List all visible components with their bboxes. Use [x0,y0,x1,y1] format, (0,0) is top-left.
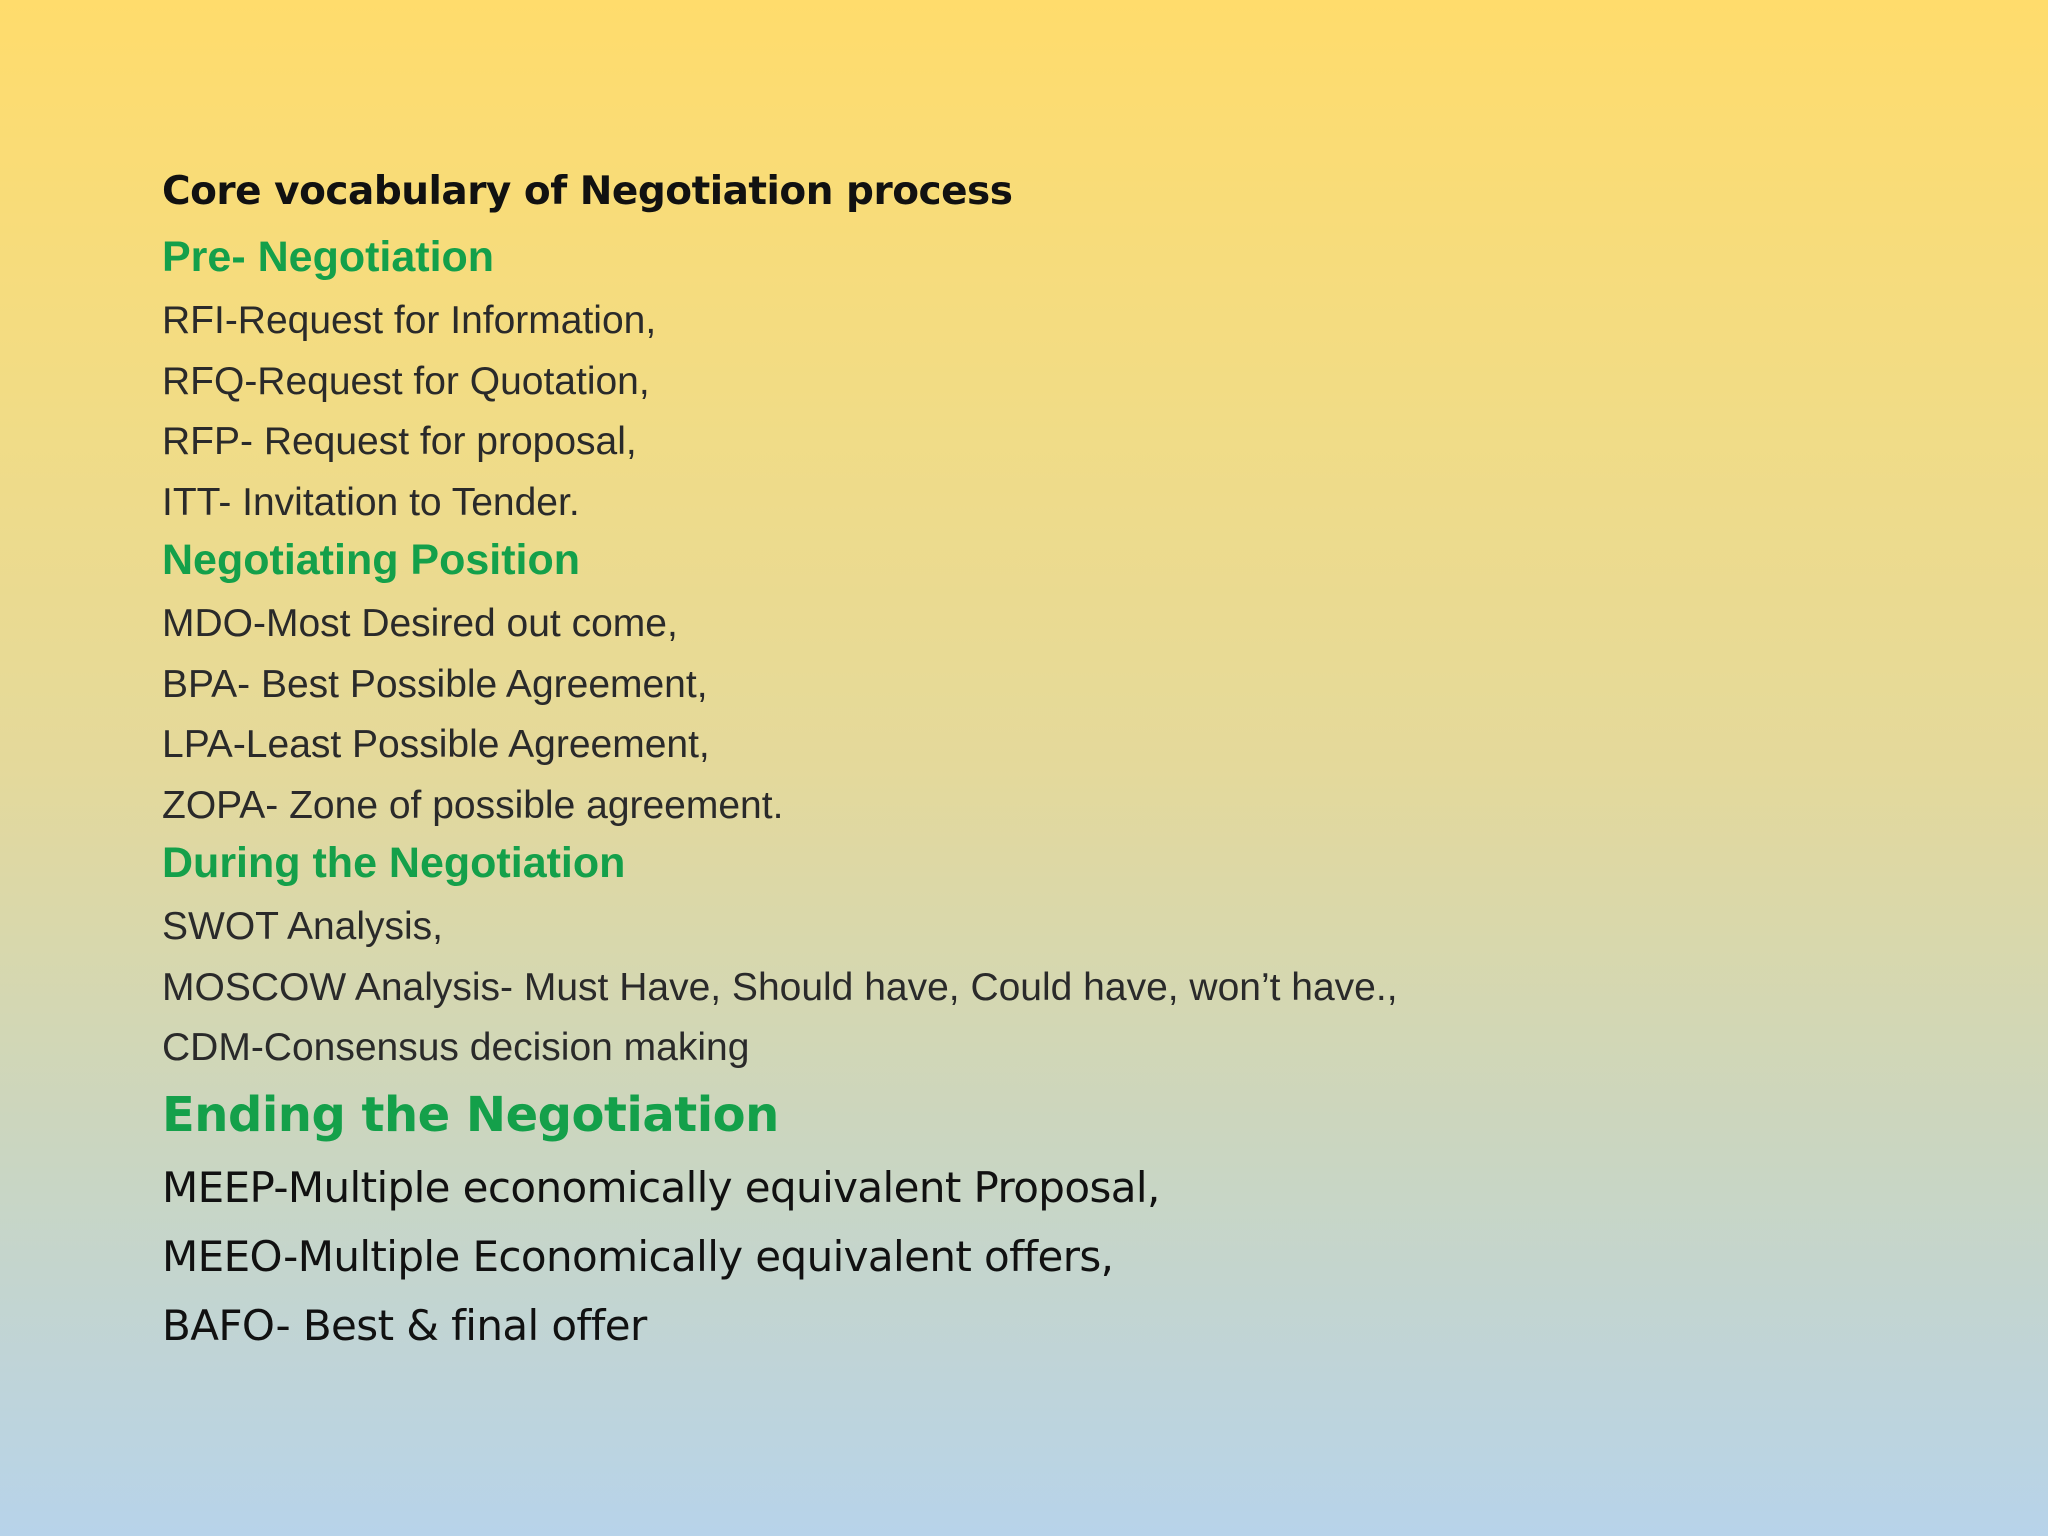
list-item: MDO-Most Desired out come, [162,602,678,645]
list-item: LPA-Least Possible Agreement, [162,723,710,766]
list-item: RFQ-Request for Quotation, [162,359,650,403]
section-heading-ending-negotiation: Ending the Negotiation [162,1086,779,1143]
list-item: MEEP-Multiple economically equivalent Proposal, [162,1162,1160,1212]
list-item: RFI-Request for Information, [162,299,657,342]
list-item: MOSCOW Analysis- Must Have, Should have, Could have, won’t have., [162,965,1398,1009]
list-item: CDM-Consensus decision making [162,1026,750,1069]
list-item: ITT- Invitation to Tender. [162,480,580,524]
list-item: RFP- Request for proposal, [162,420,637,463]
slide-content [162,164,1962,1360]
section-heading-negotiating-position: Negotiating Position [162,536,581,584]
section-heading-during-negotiation: During the Negotiation [162,839,626,887]
list-item: MEEO-Multiple Economically equivalent offers, [162,1231,1114,1281]
slide-title: Core vocabulary of Negotiation process [162,169,1013,214]
list-item: SWOT Analysis, [162,905,444,948]
list-item: BPA- Best Possible Agreement, [162,662,708,706]
list-item: ZOPA- Zone of possible agreement. [162,783,784,827]
section-heading-pre-negotiation: Pre- Negotiation [162,233,495,281]
list-item: BAFO- Best & final offer [162,1300,647,1350]
